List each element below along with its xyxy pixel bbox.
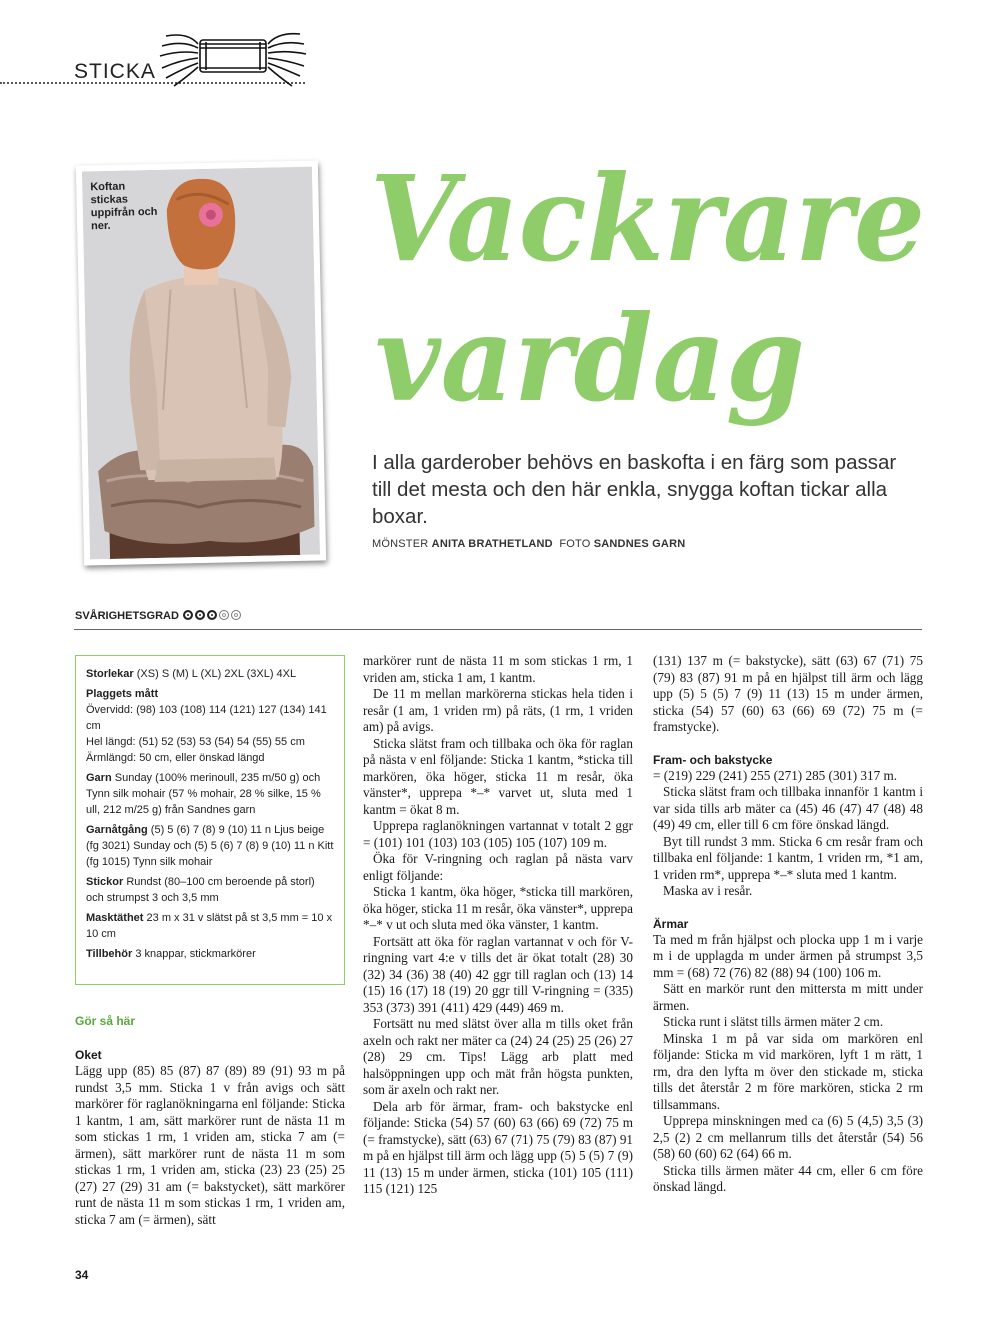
difficulty-dot-filled	[207, 610, 217, 620]
title-line-2: vardag	[375, 289, 805, 428]
difficulty-dot-filled	[195, 610, 205, 620]
photo-author: SANDNES GARN	[593, 538, 686, 550]
credits	[372, 538, 685, 550]
info-box	[75, 655, 345, 985]
paragraph: Minska 1 m på var sida om markören enl följande: Sticka m vid markören, lyft 1 m rätt, 1 rm, dra den lyfta m över den stickade m, sticka tills det återstår 2 m före markören, sticka 2 rm tillsammans.	[653, 1030, 923, 1112]
paragraph: Upprepa raglanökningen vartannat v totalt 2 ggr = (101) 101 (103) 103 (105) 105 (107) 109 m.	[363, 818, 633, 850]
column-2	[363, 653, 633, 1198]
page-number: 34	[75, 1268, 89, 1282]
title-script	[360, 140, 940, 470]
paragraph: Maska av i resår.	[663, 883, 753, 898]
paragraph: Sticka tills ärmen mäter 44 cm, eller 6 cm före önskad längd.	[653, 1162, 923, 1194]
difficulty-label: SVÅRIGHETSGRAD	[75, 610, 179, 622]
paragraph: Sätt en markör runt den mittersta m mitt under ärmen.	[653, 981, 923, 1013]
paragraph: Byt till rundst 3 mm. Sticka 6 cm resår fram och tillbaka enl följande: 1 kantm, 1 vriden rm, *1 am, 1 vriden rm*, upprepa *–* sluta med 1 kantm.	[653, 833, 923, 882]
paragraph: = (219) 229 (241) 255 (271) 285 (301) 317 m.	[653, 767, 898, 783]
photo-caption: Koftan stickas uppifrån och ner.	[90, 180, 158, 233]
info-yarn-amount: Garnåtgång (5) 5 (6) 7 (8) 9 (10) 11 n Ljus beige (fg 3021) Sunday och (5) 5 (6) 7 (8) 9 (10) 11 n Kitt (fg 1015) Tynn silk mohair	[86, 824, 334, 868]
info-measures: Plaggets mått Övervidd: (98) 103 (108) 114 (121) 127 (134) 141 cm Hel längd: (51) 52 (53) 53 (54) 54 (55) 55 cm Ärmlängd: 50 cm, eller önskad längd	[86, 688, 327, 764]
paragraph: Ta med m från hjälpst och plocka upp 1 m i varje m i de upplagda m under ärmen på strumpst 3,5 mm = (68) 72 (76) 82 (88) 94 (100) 106 m.	[653, 931, 923, 980]
paragraph: Sticka 1 kantm, öka höger, *sticka till markören, öka höger, sticka 11 m resår, öka vänster*, upprepa *–* v ut och sluta med öka vänster, 1 kantm.	[363, 884, 633, 932]
pattern-author: ANITA BRATHETLAND	[431, 538, 553, 550]
column-3	[653, 653, 923, 1196]
paragraph: De 11 m mellan markörerna stickas hela tiden i resår (1 am, 1 vriden rm) på räts, (1 rm, 1 vriden am) på avigs.	[363, 686, 633, 734]
paragraph: Fortsätt nu med slätst över alla m tills oket från axeln och rakt ner mäter ca (24) 24 (25) 25 (26) 27 (28) 29 cm. Tips! Lägg arb platt med halsöppningen upp och mät från högsta punkten, som är axeln och rakt ner.	[363, 1016, 633, 1097]
column-1	[75, 1013, 345, 1228]
info-needles: Stickor Rundst (80–100 cm beroende på storl) och strumpst 3 och 3,5 mm	[86, 876, 315, 904]
photo-frame	[76, 161, 326, 566]
info-extras: Tillbehör 3 knappar, stickmarkörer	[86, 948, 256, 960]
difficulty-dot-empty	[219, 610, 229, 620]
paragraph: Fortsätt att öka för raglan vartannat v och för V-ringning vart 4:e v tills det är ökat totalt (28) 30 (32) 34 (36) 38 (40) 42 ggr till raglan och (13) 14 (15) 16 (17) 18 (19) 20 ggr till V-ringning = (335) 353 (373) 391 (411) 429 (449) 469 m.	[363, 933, 633, 1015]
difficulty-dot-empty	[231, 610, 241, 620]
oket-heading: Oket	[75, 1048, 102, 1062]
difficulty-rating	[183, 610, 241, 622]
title-line-1: Vackrare	[370, 149, 925, 288]
paragraph: Sticka slätst fram och tillbaka innanför 1 kantm i var sida tills arb mäter ca (45) 46 (47) 47 (48) 48 (49) 49 cm, eller till 6 cm före önskad längd.	[653, 784, 923, 832]
paragraph: Öka för V-ringning och raglan på nästa varv enligt följande:	[363, 851, 633, 883]
paragraph: Lägg upp (85) 85 (87) 87 (89) 89 (91) 93 m på rundst 3,5 mm. Sticka 1 v från avigs och sätt markörer för raglanökningarna enl följande: Sticka 1 kantm, 1 am, sätt markörer runt de nästa 11 m som stickas 1 rm, 1 vriden am, sticka 7 am (= ärmen), sätt markörer runt de nästa 11 m som stickas 1 rm, 1 vriden am, sticka (23) 23 (25) 25 (27) 27 (29) 31 am (= bakstycket), sätt markörer runt de nästa 11 m som stickas 1 rm, 1 vriden am, sticka 7 am (= ärmen), sätt	[75, 1063, 345, 1227]
info-yarn: Garn Sunday (100% merinoull, 235 m/50 g) och Tynn silk mohair (57 % mohair, 28 % silke, 15 % ull, 212 m/25 g) från Sandnes garn	[86, 772, 321, 816]
paragraph: Sticka slätst fram och tillbaka och öka för raglan på nästa v enl följande: Sticka 1 kantm, *sticka till markören, öka höger, sticka 11 m resår, öka vänster*, upprepa *–* varvet ut, sluta med 1 kantm = ökat 8 m.	[363, 735, 633, 817]
intro-text: I alla garderober behövs en baskofta i en färg som passar till det mesta och den här enkla, snygga koftan tickar alla boxar.	[372, 451, 897, 528]
paragraph: Sticka runt i slätst tills ärmen mäter 2 cm.	[663, 1014, 884, 1029]
section-label: STICKA	[74, 60, 156, 83]
paragraph: (131) 137 m (= bakstycke), sätt (63) 67 (71) 75 (79) 83 (87) 91 m på en hjälpst till ärm och lägg upp (5) 5 (5) 7 (9) 11 (13) 15 m under ärmen, sticka (54) 57 (60) 63 (66) 69 (72) 75 m (= framstycke).	[653, 653, 923, 734]
armar-heading: Ärmar	[653, 916, 689, 931]
difficulty-dot-filled	[183, 610, 193, 620]
yarn-skein-icon	[158, 22, 308, 92]
info-sizes: Storlekar (XS) S (M) L (XL) 2XL (3XL) 4XL	[86, 668, 297, 680]
pattern-label: MÖNSTER	[372, 538, 429, 550]
photo-label: FOTO	[559, 538, 591, 550]
paragraph: Dela arb för ärmar, fram- och bakstycke enl följande: Sticka (54) 57 (60) 63 (66) 69 (72) 75 m (= framstycke), sätt (63) 67 (71) 75 (79) 83 (87) 91 m på en hjälpst till ärm och lägg upp (5) 5 (5) 7 (9) 11 (13) 15 m under ärmen, sticka (101) 105 (111) 115 (121) 125	[363, 1098, 634, 1196]
paragraph: markörer runt de nästa 11 m som stickas 1 rm, 1 vriden am, sticka 1 am, 1 kantm.	[363, 653, 633, 685]
howto-heading: Gör så här	[75, 1014, 136, 1028]
info-gauge: Masktäthet 23 m x 31 v slätst på st 3,5 mm = 10 x 10 cm	[86, 912, 333, 940]
section-divider	[74, 629, 922, 630]
paragraph: Upprepa minskningen med ca (6) 5 (4,5) 3,5 (3) 2,5 (2) 2 cm mellanrum tills det återstår (54) 56 (58) 60 (60) 62 (64) 66 m.	[653, 1113, 923, 1161]
fram-bakstycke-heading: Fram- och bakstycke	[653, 752, 773, 767]
